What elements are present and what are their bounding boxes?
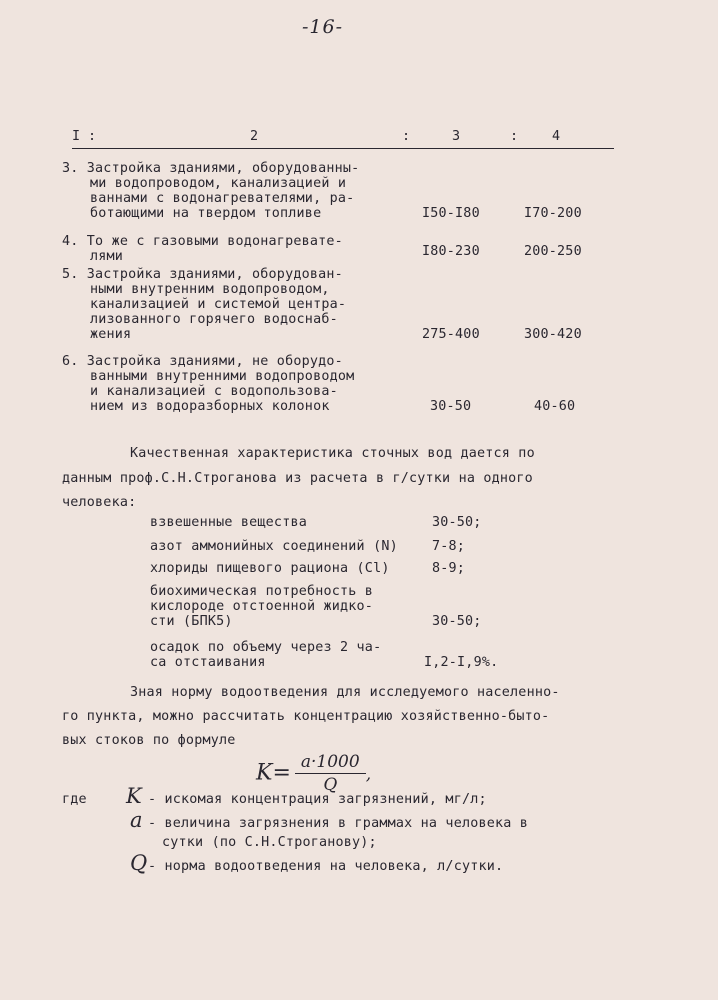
row-text-line: ными внутренним водопроводом,: [90, 282, 330, 297]
where-label: где: [62, 792, 87, 807]
row-text-line: и канализацией с водопользова-: [90, 384, 338, 399]
row-value-col3: 275-400: [422, 327, 480, 342]
row-text-line: 4. То же с газовыми водонагревате-: [62, 234, 343, 249]
header-separator: :: [88, 129, 97, 144]
parameter-value: 30-50;: [432, 614, 482, 629]
parameter-value: I,2-I,9%.: [424, 655, 499, 670]
symbol-k: K: [126, 784, 142, 808]
concentration-formula: [256, 752, 371, 795]
row-text-line: 5. Застройка зданиями, оборудован-: [62, 267, 343, 282]
table-header-col-3: 3: [452, 129, 461, 144]
table-header-rule: [72, 148, 614, 149]
symbol-q: Q: [130, 851, 148, 875]
parameter-name: взвешенные вещества: [150, 515, 307, 530]
formula-fraction: [295, 752, 366, 795]
formula-comma: ,: [365, 764, 372, 785]
table-header-col-2: 2: [250, 129, 259, 144]
header-separator: :: [510, 129, 519, 144]
table-header-col-1: I: [72, 129, 81, 144]
parameter-name: азот аммонийных соединений (N): [150, 539, 398, 554]
definition-text: - норма водоотведения на человека, л/сутки.: [148, 859, 504, 874]
parameter-value: 7-8;: [432, 539, 466, 554]
row-text-line: ваннами с водонагревателями, ра-: [90, 191, 355, 206]
paragraph-line: человека:: [62, 495, 137, 510]
row-value-col3: I80-230: [422, 244, 480, 259]
symbol-a: a: [130, 808, 143, 832]
row-text-line: нием из водоразборных колонок: [90, 399, 330, 414]
row-text-line: жения: [90, 327, 132, 342]
parameter-value: 30-50;: [432, 515, 482, 530]
table-header-col-4: 4: [552, 129, 561, 144]
paragraph-line: Качественная характеристика сточных вод дается по: [130, 446, 535, 461]
formula-lhs: K: [256, 760, 273, 786]
parameter-name: биохимическая потребность в: [150, 584, 374, 599]
row-value-col4: I70-200: [524, 206, 582, 221]
row-value-col3: I50-I80: [422, 206, 480, 221]
definition-text: - искомая концентрация загрязнений, мг/л;: [148, 792, 487, 807]
row-text-line: лями: [90, 249, 124, 264]
parameter-name: осадок по объему через 2 ча-: [150, 640, 382, 655]
parameter-name: кислороде отстоенной жидко-: [150, 599, 374, 614]
row-text-line: ми водопроводом, канализацией и: [90, 176, 347, 191]
row-text-line: канализацией и системой центра-: [90, 297, 347, 312]
paragraph-line: Зная норму водоотведения для исследуемого населенно-: [130, 685, 560, 700]
formula-numerator: a·1000: [295, 752, 366, 774]
row-value-col4: 40-60: [534, 399, 576, 414]
parameter-name: сти (БПК5): [150, 614, 233, 629]
definition-text: - величина загрязнения в граммах на человека в: [148, 816, 529, 831]
row-text-line: ванными внутренними водопроводом: [90, 369, 355, 384]
parameter-value: 8-9;: [432, 561, 466, 576]
paragraph-line: вых стоков по формуле: [62, 733, 236, 748]
page-number: -16-: [302, 16, 344, 38]
equals-sign: =: [272, 760, 291, 786]
parameter-name: са отстаивания: [150, 655, 266, 670]
row-value-col3: 30-50: [430, 399, 472, 414]
paragraph-line: го пункта, можно рассчитать концентрацию хозяйственно-быто-: [62, 709, 550, 724]
formula-denominator: Q: [323, 775, 338, 795]
row-text-line: лизованного горячего водоснаб-: [90, 312, 338, 327]
row-text-line: 3. Застройка зданиями, оборудованны-: [62, 161, 360, 176]
header-separator: :: [402, 129, 411, 144]
row-value-col4: 300-420: [524, 327, 582, 342]
row-text-line: 6. Застройка зданиями, не оборудо-: [62, 354, 343, 369]
row-text-line: ботающими на твердом топливе: [90, 206, 322, 221]
definition-text: сутки (по С.Н.Строганову);: [162, 835, 377, 850]
parameter-name: хлориды пищевого рациона (Cl): [150, 561, 390, 576]
paragraph-line: данным проф.С.Н.Строганова из расчета в г/сутки на одного: [62, 471, 533, 486]
row-value-col4: 200-250: [524, 244, 582, 259]
